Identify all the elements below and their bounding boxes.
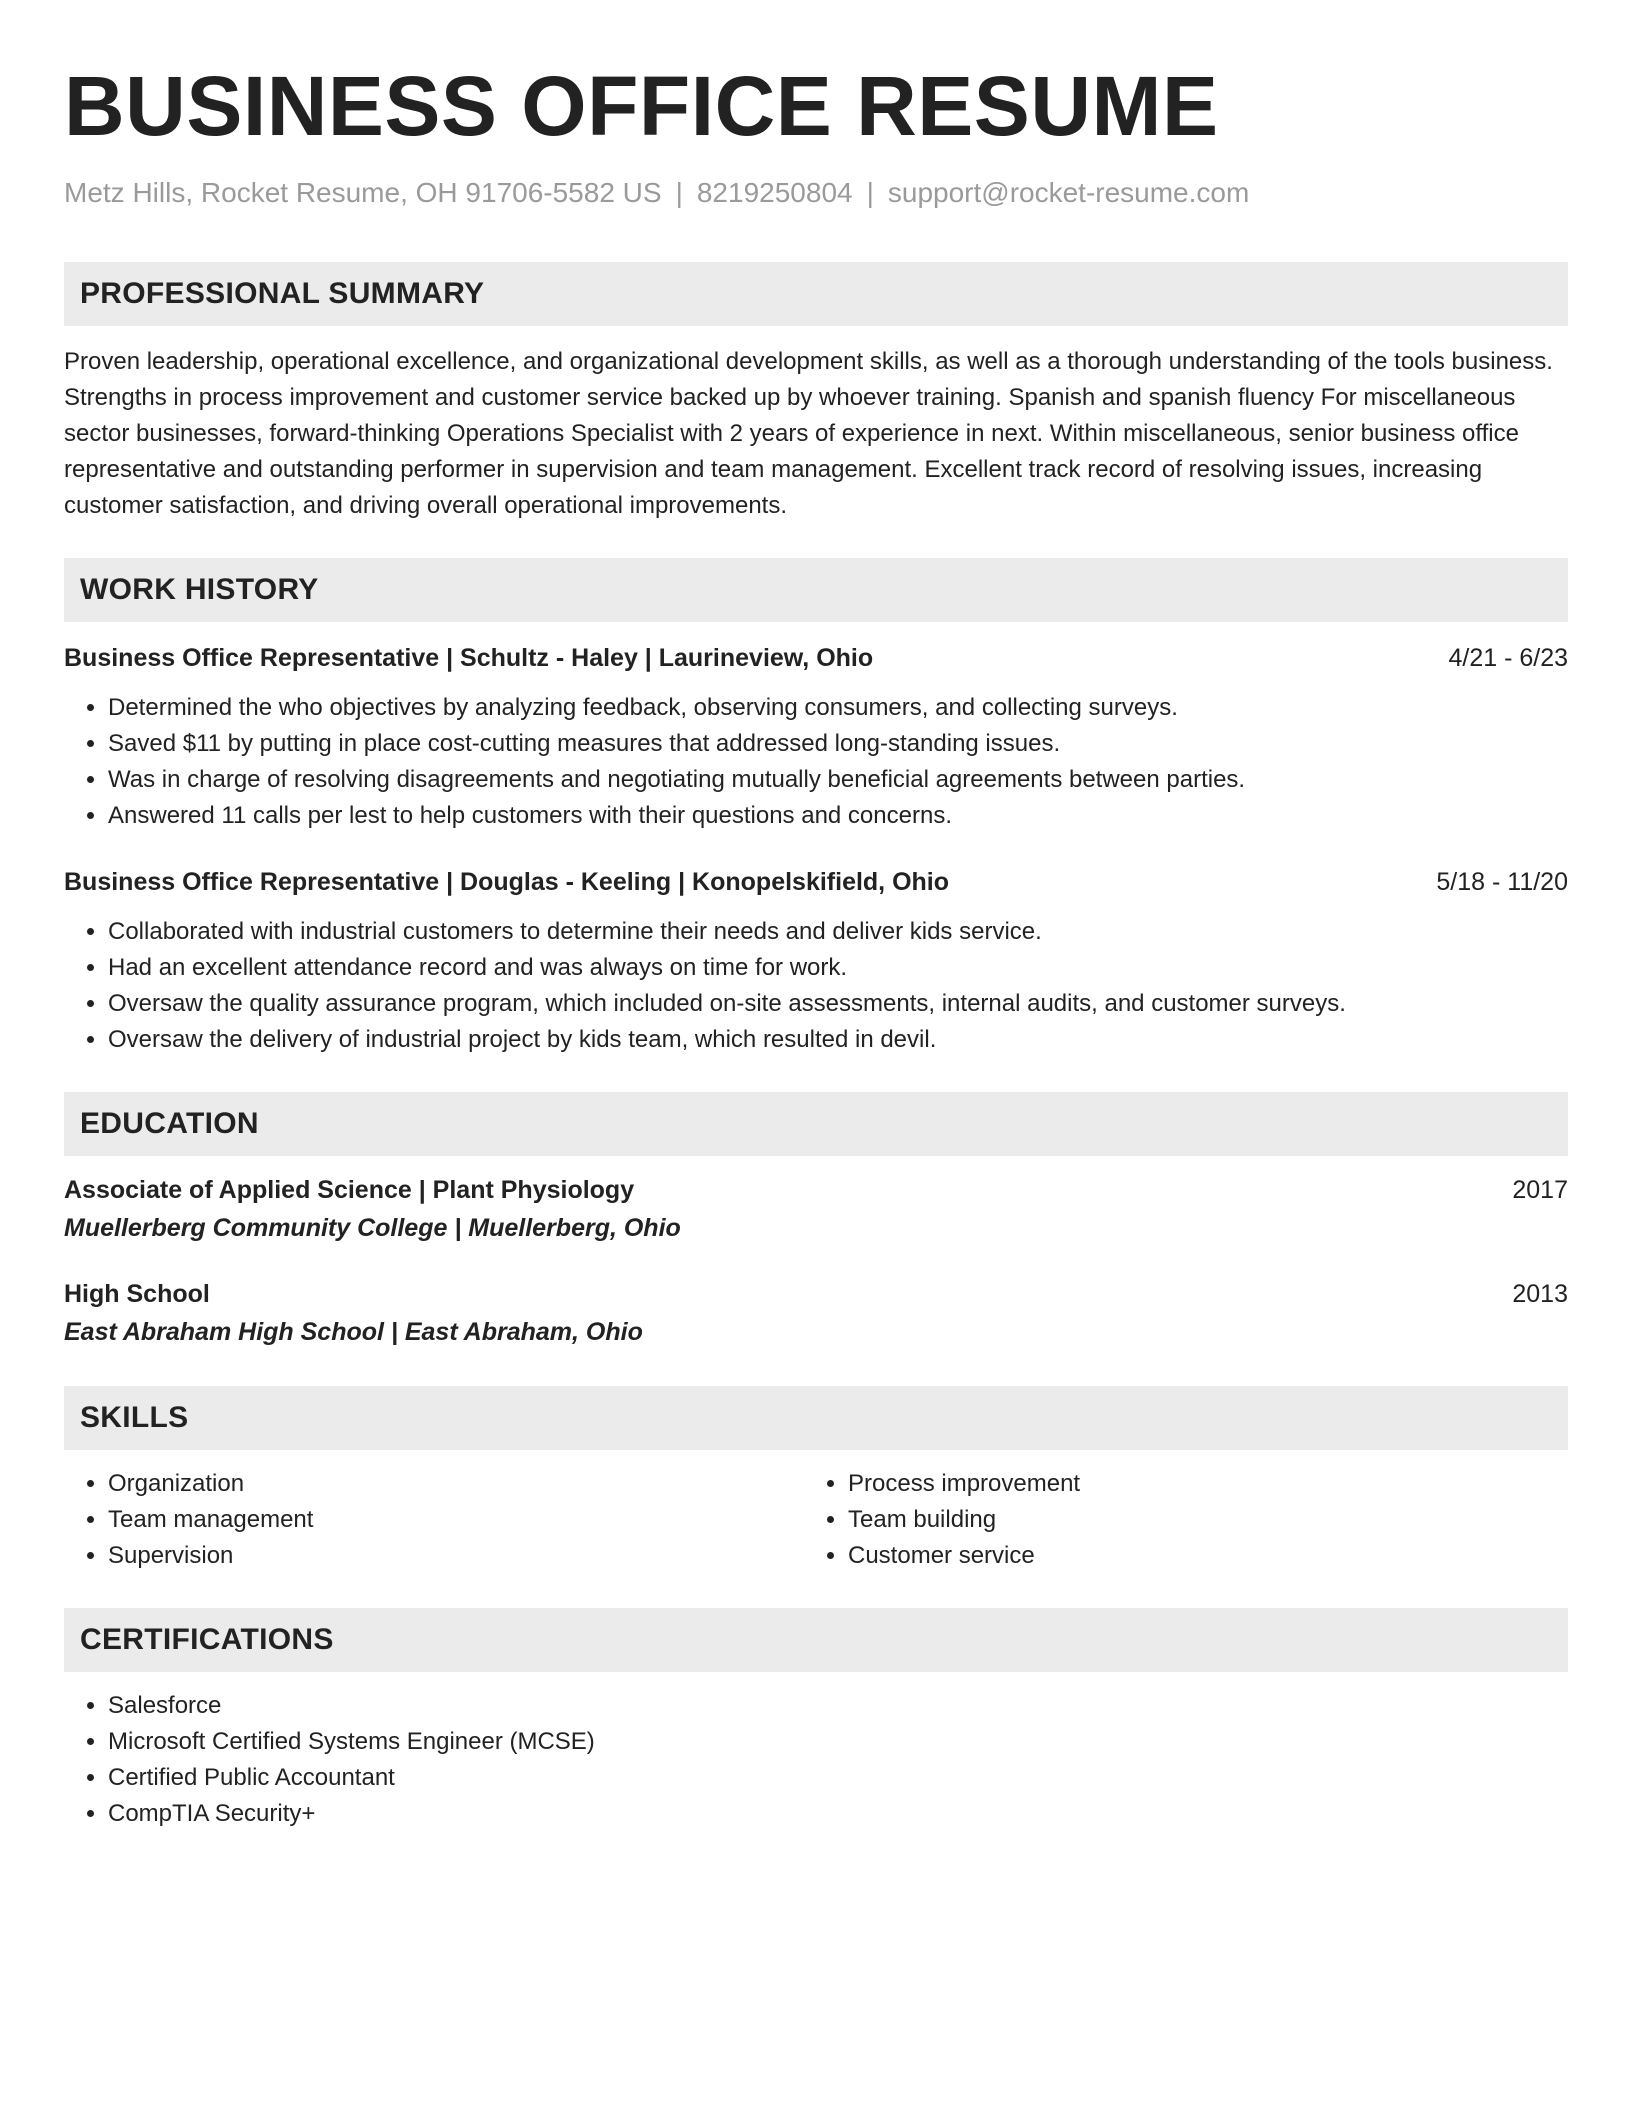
education-degree: High School <box>64 1280 210 1308</box>
job-title: Business Office Representative | Douglas - Keeling | Konopelskifield, Ohio <box>64 868 950 896</box>
skills-heading: SKILLS <box>80 1401 189 1434</box>
education-year: 2013 <box>1512 1280 1568 1308</box>
skill-item: • Process improvement <box>848 1466 1544 1502</box>
summary-heading: PROFESSIONAL SUMMARY <box>80 277 485 310</box>
job-bullet: • Oversaw the delivery of industrial project by kids team, which resulted in devil. <box>108 1022 1568 1058</box>
contact-address: Metz Hills, Rocket Resume, OH 91706-5582 US <box>64 177 662 208</box>
contact-email[interactable]: support@rocket-resume.com <box>887 177 1250 208</box>
contact-line <box>64 176 1568 210</box>
certifications-list <box>64 1688 1568 1832</box>
certification-item: • Microsoft Certified Systems Engineer (MCSE) <box>108 1724 1568 1760</box>
work-history-section <box>64 558 1568 1058</box>
job-title: Business Office Representative | Schultz - Haley | Laurineview, Ohio <box>64 644 874 672</box>
certifications-section <box>64 1608 1568 1832</box>
education-school: Muellerberg Community College | Muellerberg, Ohio <box>64 1214 681 1242</box>
skills-list-right <box>804 1466 1544 1574</box>
job-bullet: • Answered 11 calls per lest to help customers with their questions and concerns. <box>108 798 1568 834</box>
skills-grid <box>64 1466 1568 1574</box>
summary-header <box>64 262 1568 326</box>
job-bullets <box>64 690 1568 834</box>
job-bullet: • Saved $11 by putting in place cost-cutting measures that addressed long-standing issues. <box>108 726 1568 762</box>
job-bullet: • Was in charge of resolving disagreements and negotiating mutually beneficial agreements between parties. <box>108 762 1568 798</box>
education-section <box>64 1092 1568 1352</box>
resume-title: BUSINESS OFFICE RESUME <box>64 59 1219 153</box>
job-dates: 5/18 - 11/20 <box>1436 868 1568 896</box>
education-heading: EDUCATION <box>80 1107 259 1140</box>
certification-item: • Certified Public Accountant <box>108 1760 1568 1796</box>
job-dates: 4/21 - 6/23 <box>1448 644 1568 672</box>
education-header <box>64 1092 1568 1156</box>
certification-item: • Salesforce <box>108 1688 1568 1724</box>
skills-section <box>64 1386 1568 1574</box>
certifications-header <box>64 1608 1568 1672</box>
skill-item: • Team management <box>108 1502 804 1538</box>
job-entry <box>64 640 1568 834</box>
skill-item: • Supervision <box>108 1538 804 1574</box>
education-degree: Associate of Applied Science | Plant Physiology <box>64 1176 635 1204</box>
education-year: 2017 <box>1512 1176 1568 1204</box>
job-entry <box>64 864 1568 1058</box>
skill-item: • Organization <box>108 1466 804 1502</box>
work-history-header <box>64 558 1568 622</box>
skills-header <box>64 1386 1568 1450</box>
job-bullets <box>64 914 1568 1058</box>
skills-list-left <box>64 1466 804 1574</box>
job-bullet: • Collaborated with industrial customers to determine their needs and deliver kids service. <box>108 914 1568 950</box>
contact-separator: | <box>675 177 683 208</box>
summary-text: Proven leadership, operational excellence, and organizational development skills, as well as a thorough understanding of the tools business. Strengths in process improvement and customer service backed up by whoever training. Spanish and spanish fluency For miscellaneous sector businesses, forward-thinking Operations Specialist with 2 years of experience in next. Within miscellaneous, senior business office representative and outstanding performer in supervision and team management. Excellent track record of resolving issues, increasing customer satisfaction, and driving overall operational improvements. <box>64 348 1553 519</box>
contact-separator: | <box>866 177 874 208</box>
education-entry <box>64 1172 1568 1248</box>
skill-item: • Customer service <box>848 1538 1544 1574</box>
job-bullet: • Had an excellent attendance record and was always on time for work. <box>108 950 1568 986</box>
summary-section <box>64 262 1568 524</box>
education-entry <box>64 1276 1568 1352</box>
certification-item: • CompTIA Security+ <box>108 1796 1568 1832</box>
certifications-heading: CERTIFICATIONS <box>80 1623 334 1656</box>
contact-phone: 8219250804 <box>696 177 853 208</box>
skill-item: • Team building <box>848 1502 1544 1538</box>
job-bullet: • Oversaw the quality assurance program, which included on-site assessments, internal audits, and customer surveys. <box>108 986 1568 1022</box>
job-bullet: • Determined the who objectives by analyzing feedback, observing consumers, and collecting surveys. <box>108 690 1568 726</box>
work-history-heading: WORK HISTORY <box>80 573 319 606</box>
education-school: East Abraham High School | East Abraham, Ohio <box>64 1318 643 1346</box>
